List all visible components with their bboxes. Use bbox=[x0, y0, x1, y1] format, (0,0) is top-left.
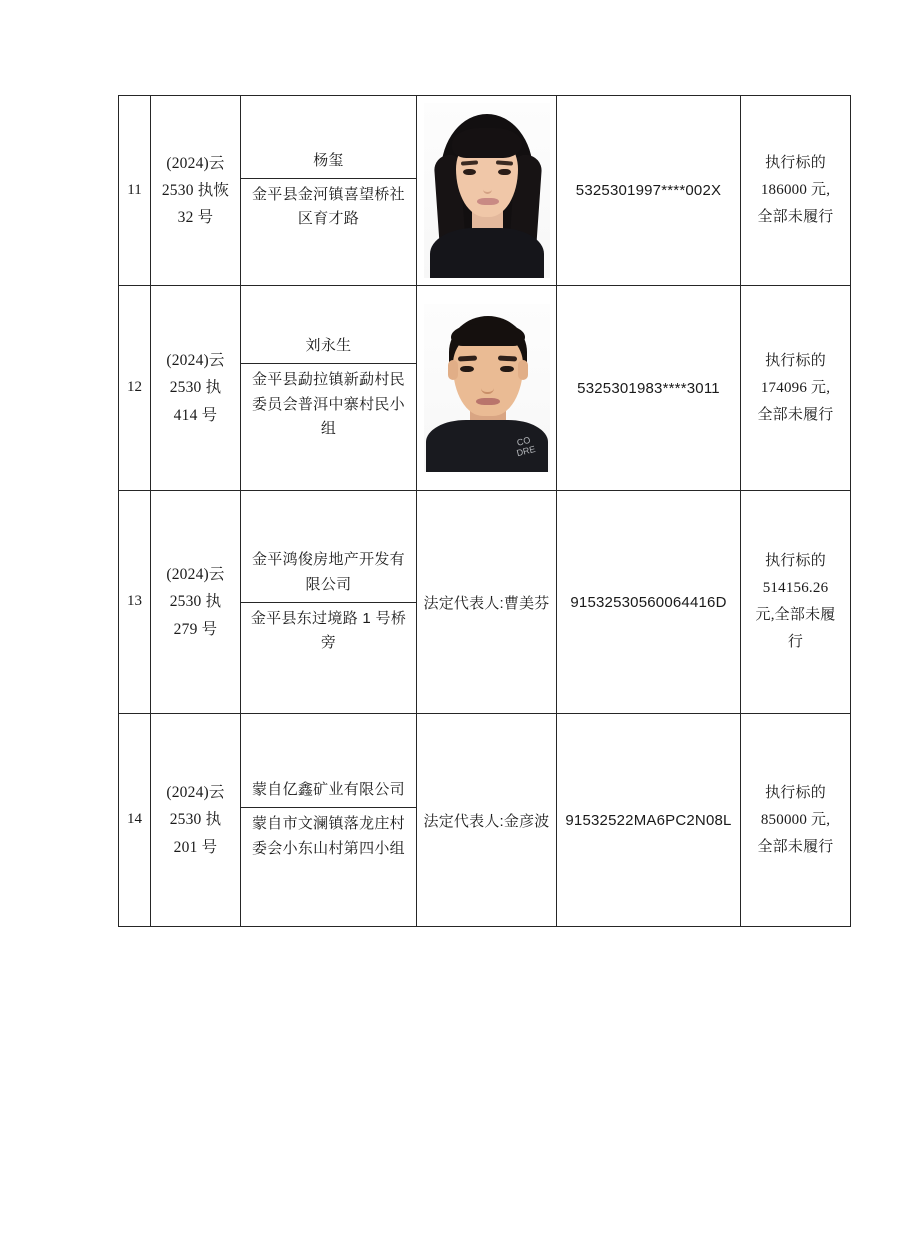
portrait-photo-female bbox=[424, 103, 550, 278]
id-number: 5325301997****002X bbox=[557, 96, 741, 286]
id-number: 91532522MA6PC2N08L bbox=[557, 714, 741, 927]
amount-line: 全部未履行 bbox=[757, 209, 834, 225]
table-row bbox=[119, 714, 851, 927]
amount-line: 执行标的 bbox=[765, 553, 826, 569]
amount-line: 元,全部未履 bbox=[755, 607, 836, 623]
case-number-line: 279 号 bbox=[173, 620, 218, 638]
party-address: 蒙自市文澜镇落龙庄村委会小东山村第四小组 bbox=[251, 815, 405, 857]
case-number-line: (2024)云 bbox=[166, 352, 225, 370]
case-number-line: 32 号 bbox=[177, 209, 214, 227]
id-number: 91532530560064416D bbox=[557, 491, 741, 714]
table-row bbox=[119, 96, 851, 286]
execution-amount bbox=[741, 491, 851, 714]
portrait-photo bbox=[417, 300, 556, 476]
case-number bbox=[151, 286, 241, 491]
party-address: 金平县金河镇喜望桥社区育才路 bbox=[251, 185, 405, 228]
amount-line: 850000 元, bbox=[760, 811, 831, 828]
row-index: 13 bbox=[119, 491, 151, 714]
table-row bbox=[119, 491, 851, 714]
case-number-line: 2530 执 bbox=[169, 379, 222, 397]
party-name: 蒙自亿鑫矿业有限公司 bbox=[241, 774, 416, 808]
legal-representative: 法定代表人:曹美芬 bbox=[417, 491, 557, 714]
amount-line: 186000 元, bbox=[760, 182, 831, 198]
party-address: 金平县东过境路 1 号桥旁 bbox=[250, 609, 407, 652]
party-name: 金平鸿俊房地产开发有限公司 bbox=[241, 544, 416, 603]
portrait-photo bbox=[417, 99, 556, 282]
party-cell bbox=[241, 96, 417, 286]
photo-cell bbox=[417, 286, 557, 491]
portrait-photo-male bbox=[424, 304, 550, 472]
amount-line: 行 bbox=[787, 634, 804, 650]
party-cell bbox=[241, 491, 417, 714]
row-index: 11 bbox=[119, 96, 151, 286]
case-number-line: (2024)云 bbox=[166, 566, 225, 584]
amount-line: 全部未履行 bbox=[757, 406, 834, 423]
table-row bbox=[119, 286, 851, 491]
amount-line: 全部未履行 bbox=[757, 838, 834, 855]
case-number-line: 2530 执恢 bbox=[161, 181, 230, 199]
id-number: 5325301983****3011 bbox=[557, 286, 741, 491]
case-number-line: (2024)云 bbox=[166, 154, 225, 172]
case-number-line: 2530 执 bbox=[169, 593, 222, 611]
party-cell bbox=[241, 714, 417, 927]
dishonest-debtor-table bbox=[118, 95, 851, 927]
amount-line: 执行标的 bbox=[765, 784, 826, 801]
execution-amount bbox=[741, 714, 851, 927]
party-cell bbox=[241, 286, 417, 491]
case-number-line: 2530 执 bbox=[169, 811, 222, 829]
execution-amount bbox=[741, 96, 851, 286]
party-address: 金平县勐拉镇新勐村民委员会普洱中寨村民小组 bbox=[251, 370, 405, 438]
shirt-print-text: CO DRE bbox=[515, 434, 536, 459]
case-number-line: 201 号 bbox=[173, 838, 218, 856]
execution-amount bbox=[741, 286, 851, 491]
row-index: 14 bbox=[119, 714, 151, 927]
photo-cell bbox=[417, 96, 557, 286]
case-number bbox=[151, 714, 241, 927]
legal-representative: 法定代表人:金彦波 bbox=[417, 714, 557, 927]
amount-line: 174096 元, bbox=[760, 379, 831, 396]
party-name: 刘永生 bbox=[241, 330, 416, 364]
case-number-line: (2024)云 bbox=[166, 784, 225, 802]
case-number bbox=[151, 491, 241, 714]
amount-line: 执行标的 bbox=[765, 155, 826, 171]
case-number bbox=[151, 96, 241, 286]
amount-line: 514156.26 bbox=[762, 580, 829, 596]
row-index: 12 bbox=[119, 286, 151, 491]
party-name: 杨玺 bbox=[241, 145, 416, 179]
amount-line: 执行标的 bbox=[765, 352, 826, 369]
case-number-line: 414 号 bbox=[173, 406, 218, 424]
